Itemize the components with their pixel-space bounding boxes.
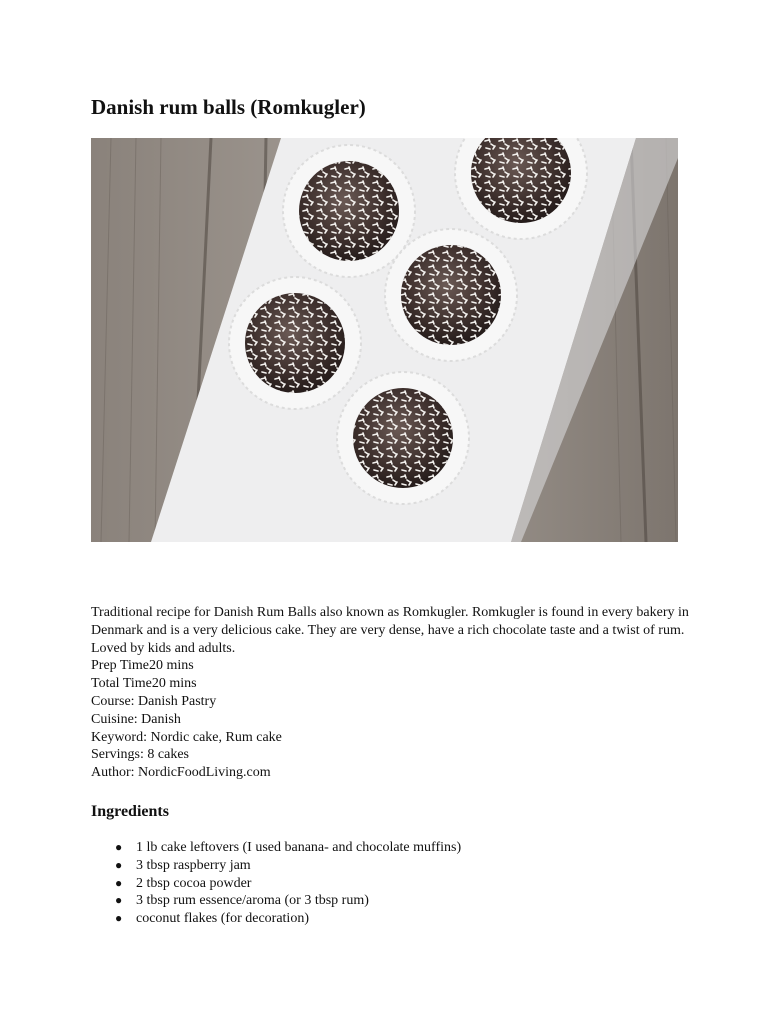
ingredients-heading: Ingredients <box>91 803 169 820</box>
rum-balls-photo <box>91 138 678 542</box>
cuisine: Cuisine: Danish <box>91 711 181 727</box>
list-item <box>91 857 461 875</box>
recipe-body <box>91 604 691 782</box>
bullet-icon: ● <box>115 857 123 872</box>
list-item <box>91 910 461 928</box>
ingredient-text: coconut flakes (for decoration) <box>136 911 309 927</box>
rum-ball-top-left <box>283 145 415 277</box>
ingredient-text: 1 lb cake leftovers (I used banana- and chocolate muffins) <box>136 840 462 855</box>
bullet-icon: ● <box>115 911 123 926</box>
recipe-description: Traditional recipe for Danish Rum Balls also known as Romkugler. Romkugler is found in every bakery in Denmark and is a very delicious cake. They are very dense, have a rich chocolate taste and a twist of rum. Loved by kids and adults. <box>91 605 689 656</box>
course: Course: Danish Pastry <box>91 693 217 709</box>
recipe-title: Danish rum balls (Romkugler) <box>91 95 366 119</box>
ingredient-text: 3 tbsp raspberry jam <box>136 857 251 873</box>
ingredient-text: 2 tbsp cocoa powder <box>136 875 252 891</box>
list-item <box>91 892 461 910</box>
bullet-icon: ● <box>115 840 123 854</box>
rum-ball-middle-right <box>385 229 517 361</box>
list-item <box>91 839 461 857</box>
keyword: Keyword: Nordic cake, Rum cake <box>91 729 282 745</box>
servings: Servings: 8 cakes <box>91 747 189 763</box>
ingredients-list <box>91 839 461 928</box>
author: Author: NordicFoodLiving.com <box>91 765 271 781</box>
bullet-icon: ● <box>115 875 123 890</box>
bullet-icon: ● <box>115 893 123 908</box>
ingredient-text: 3 tbsp rum essence/aroma (or 3 tbsp rum) <box>136 893 369 909</box>
rum-ball-bottom <box>337 372 469 504</box>
list-item <box>91 875 461 893</box>
prep-time: Prep Time20 mins <box>91 658 194 674</box>
total-time: Total Time20 mins <box>91 676 197 692</box>
rum-ball-middle-left <box>229 277 361 409</box>
